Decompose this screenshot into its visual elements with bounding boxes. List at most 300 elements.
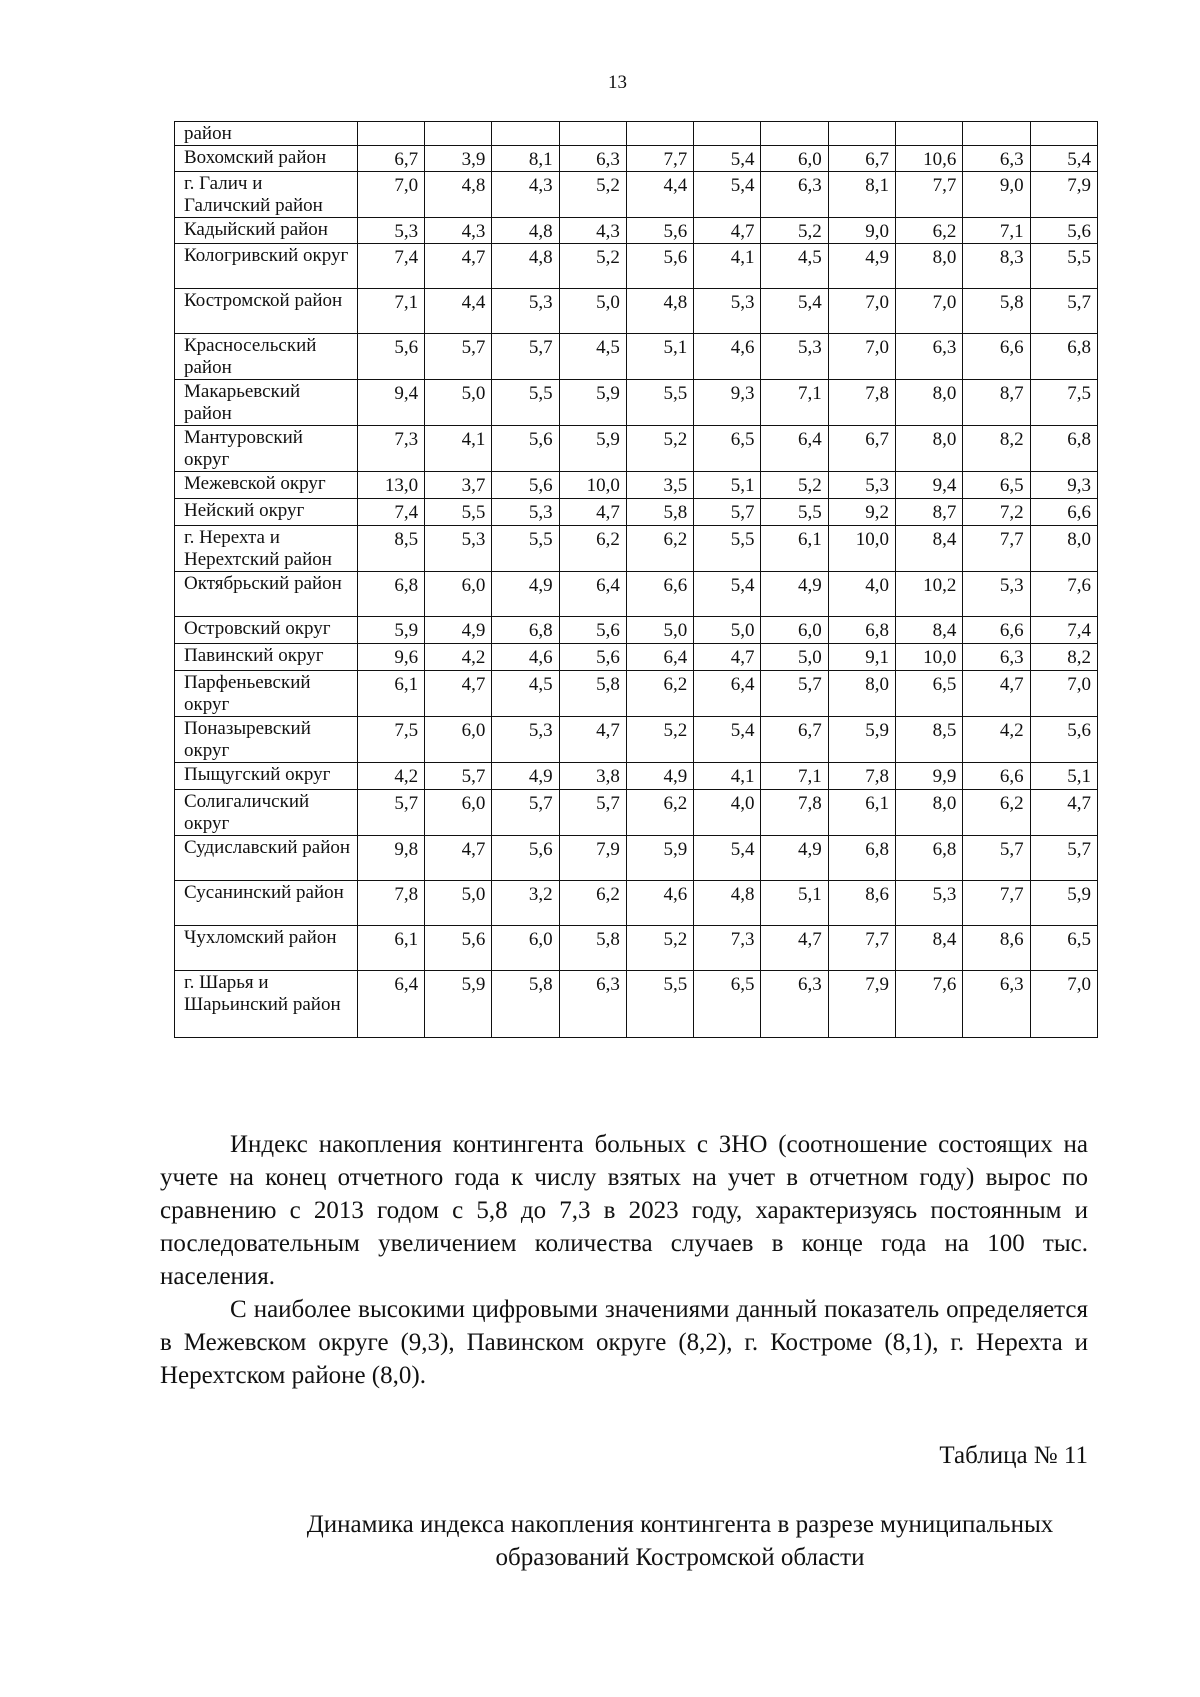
value-cell: 4,5: [492, 671, 559, 717]
value-cell: 5,7: [761, 671, 828, 717]
value-cell: 5,2: [626, 426, 693, 472]
value-cell: 7,0: [828, 289, 895, 334]
value-cell: [828, 122, 895, 146]
value-cell: 5,5: [1030, 244, 1097, 289]
page-number: 13: [608, 72, 627, 93]
value-cell: 6,0: [425, 790, 492, 836]
value-cell: 5,7: [1030, 836, 1097, 881]
value-cell: 8,0: [1030, 526, 1097, 572]
row-name-cell: Чухломский район: [175, 926, 358, 971]
value-cell: 6,2: [963, 790, 1030, 836]
value-cell: 5,9: [425, 971, 492, 1038]
value-cell: 6,3: [761, 971, 828, 1038]
table-row: [175, 526, 1098, 572]
table-row: [175, 289, 1098, 334]
value-cell: 8,7: [963, 380, 1030, 426]
value-cell: 7,0: [828, 334, 895, 380]
table-title-line-1: Динамика индекса накопления контингента в разрезе муниципальных: [306, 1511, 1054, 1538]
value-cell: 4,7: [425, 244, 492, 289]
value-cell: 8,1: [492, 146, 559, 172]
value-cell: 5,6: [1030, 218, 1097, 244]
value-cell: 7,4: [357, 499, 424, 526]
row-name-cell: Солигаличский округ: [175, 790, 358, 836]
value-cell: 6,0: [761, 146, 828, 172]
value-cell: 9,1: [828, 644, 895, 671]
value-cell: 7,6: [1030, 572, 1097, 617]
value-cell: 5,7: [963, 836, 1030, 881]
value-cell: 8,5: [896, 717, 963, 763]
row-name-cell: г. Галич и Галичский район: [175, 172, 358, 218]
value-cell: 4,1: [425, 426, 492, 472]
value-cell: 4,4: [626, 172, 693, 218]
value-cell: 5,5: [626, 971, 693, 1038]
value-cell: 6,6: [963, 763, 1030, 790]
value-cell: 6,1: [357, 671, 424, 717]
value-cell: 8,3: [963, 244, 1030, 289]
table-row: [175, 380, 1098, 426]
value-cell: 10,0: [896, 644, 963, 671]
value-cell: 5,0: [425, 881, 492, 926]
value-cell: 6,3: [559, 971, 626, 1038]
value-cell: 5,5: [425, 499, 492, 526]
value-cell: 4,7: [425, 671, 492, 717]
value-cell: 5,7: [559, 790, 626, 836]
value-cell: 5,5: [694, 526, 761, 572]
value-cell: 5,7: [492, 790, 559, 836]
value-cell: 7,7: [828, 926, 895, 971]
value-cell: 4,7: [425, 836, 492, 881]
value-cell: 5,7: [425, 334, 492, 380]
value-cell: 7,7: [963, 526, 1030, 572]
value-cell: 4,7: [559, 717, 626, 763]
row-name-cell: Макарьевский район: [175, 380, 358, 426]
value-cell: 7,1: [963, 218, 1030, 244]
value-cell: 5,1: [1030, 763, 1097, 790]
value-cell: 5,3: [425, 526, 492, 572]
value-cell: 5,7: [425, 763, 492, 790]
value-cell: 6,8: [896, 836, 963, 881]
table-title-line-2: образований Костромской области: [495, 1544, 865, 1571]
value-cell: 6,0: [761, 617, 828, 644]
value-cell: 5,8: [492, 971, 559, 1038]
value-cell: 5,2: [626, 926, 693, 971]
row-name-cell: Красносельский район: [175, 334, 358, 380]
value-cell: 3,8: [559, 763, 626, 790]
value-cell: 5,7: [492, 334, 559, 380]
value-cell: 6,5: [694, 426, 761, 472]
value-cell: 5,6: [492, 426, 559, 472]
value-cell: 6,6: [963, 617, 1030, 644]
value-cell: 4,9: [492, 763, 559, 790]
value-cell: [357, 122, 424, 146]
value-cell: 6,4: [761, 426, 828, 472]
row-name-cell: Павинский округ: [175, 644, 358, 671]
value-cell: 5,9: [828, 717, 895, 763]
row-name-cell: Мантуровский округ: [175, 426, 358, 472]
value-cell: 8,6: [828, 881, 895, 926]
value-cell: 6,1: [761, 526, 828, 572]
data-table: [174, 121, 1098, 1038]
value-cell: 5,4: [694, 717, 761, 763]
value-cell: 7,9: [559, 836, 626, 881]
value-cell: 10,0: [828, 526, 895, 572]
value-cell: 5,3: [492, 499, 559, 526]
value-cell: 4,3: [559, 218, 626, 244]
value-cell: 7,7: [963, 881, 1030, 926]
table-row: [175, 763, 1098, 790]
value-cell: 9,0: [963, 172, 1030, 218]
value-cell: 5,2: [761, 218, 828, 244]
value-cell: 5,3: [694, 289, 761, 334]
value-cell: 5,4: [694, 172, 761, 218]
value-cell: 4,5: [559, 334, 626, 380]
value-cell: 7,7: [626, 146, 693, 172]
value-cell: [559, 122, 626, 146]
value-cell: 6,4: [626, 644, 693, 671]
value-cell: 4,7: [559, 499, 626, 526]
value-cell: 4,8: [492, 218, 559, 244]
value-cell: 6,7: [357, 146, 424, 172]
row-name-cell: район: [175, 122, 358, 146]
value-cell: 10,2: [896, 572, 963, 617]
value-cell: 8,1: [828, 172, 895, 218]
value-cell: 7,0: [896, 289, 963, 334]
value-cell: 4,9: [761, 836, 828, 881]
value-cell: 7,1: [761, 763, 828, 790]
value-cell: 7,0: [1030, 971, 1097, 1038]
value-cell: 6,2: [559, 526, 626, 572]
table-row: [175, 617, 1098, 644]
value-cell: 7,1: [761, 380, 828, 426]
value-cell: 8,4: [896, 926, 963, 971]
row-name-cell: Пыщугский округ: [175, 763, 358, 790]
value-cell: [694, 122, 761, 146]
value-cell: 5,6: [492, 836, 559, 881]
value-cell: 5,0: [761, 644, 828, 671]
table-row: [175, 244, 1098, 289]
value-cell: 4,9: [761, 572, 828, 617]
value-cell: 5,3: [357, 218, 424, 244]
value-cell: 5,2: [761, 472, 828, 499]
table-row: [175, 671, 1098, 717]
value-cell: 6,2: [896, 218, 963, 244]
value-cell: 8,6: [963, 926, 1030, 971]
value-cell: 6,3: [761, 172, 828, 218]
value-cell: 5,0: [694, 617, 761, 644]
value-cell: 7,0: [357, 172, 424, 218]
paragraph-1: Индекс накопления контингента больных с ЗНО (соотношение состоящих на учете на конец отчетного года к числу взятых на учет в отчетном году) вырос по сравнению с 2013 годом с 5,8 до 7,3 в 2023 году, характеризуясь постоянным и последовательным увеличением количества случаев в конце года на 100 тыс. населения.: [160, 1131, 1088, 1290]
value-cell: 5,9: [626, 836, 693, 881]
value-cell: 5,8: [559, 671, 626, 717]
value-cell: 7,3: [357, 426, 424, 472]
value-cell: 5,8: [626, 499, 693, 526]
value-cell: 5,6: [626, 244, 693, 289]
value-cell: 5,2: [559, 172, 626, 218]
value-cell: 6,0: [425, 572, 492, 617]
value-cell: 6,6: [963, 334, 1030, 380]
value-cell: 4,6: [694, 334, 761, 380]
value-cell: 10,0: [559, 472, 626, 499]
value-cell: 5,4: [694, 572, 761, 617]
value-cell: 5,3: [896, 881, 963, 926]
value-cell: 4,7: [1030, 790, 1097, 836]
value-cell: 6,3: [963, 644, 1030, 671]
value-cell: 6,4: [559, 572, 626, 617]
table-row: [175, 971, 1098, 1038]
value-cell: 5,3: [492, 289, 559, 334]
value-cell: 8,4: [896, 526, 963, 572]
value-cell: 6,7: [828, 146, 895, 172]
value-cell: 3,5: [626, 472, 693, 499]
value-cell: 6,7: [761, 717, 828, 763]
value-cell: 6,5: [694, 971, 761, 1038]
value-cell: 5,3: [963, 572, 1030, 617]
value-cell: [492, 122, 559, 146]
value-cell: 7,2: [963, 499, 1030, 526]
value-cell: 7,5: [1030, 380, 1097, 426]
value-cell: 5,9: [357, 617, 424, 644]
table-row: [175, 146, 1098, 172]
value-cell: 8,0: [896, 380, 963, 426]
row-name-cell: Судиславский район: [175, 836, 358, 881]
value-cell: 6,3: [963, 146, 1030, 172]
row-name-cell: Вохомский район: [175, 146, 358, 172]
value-cell: 5,4: [761, 289, 828, 334]
value-cell: 4,6: [492, 644, 559, 671]
value-cell: 6,0: [492, 926, 559, 971]
value-cell: 7,8: [828, 763, 895, 790]
value-cell: 6,3: [896, 334, 963, 380]
value-cell: 4,7: [694, 218, 761, 244]
value-cell: 4,0: [694, 790, 761, 836]
value-cell: 5,4: [1030, 146, 1097, 172]
value-cell: 5,6: [559, 644, 626, 671]
row-name-cell: г. Шарья и Шарьинский район: [175, 971, 358, 1038]
value-cell: 4,3: [425, 218, 492, 244]
value-cell: 4,3: [492, 172, 559, 218]
value-cell: 4,9: [626, 763, 693, 790]
value-cell: 5,6: [425, 926, 492, 971]
table-row: [175, 172, 1098, 218]
value-cell: 9,3: [1030, 472, 1097, 499]
value-cell: 7,5: [357, 717, 424, 763]
table-row: [175, 426, 1098, 472]
value-cell: 4,1: [694, 763, 761, 790]
value-cell: 5,6: [559, 617, 626, 644]
value-cell: 5,1: [626, 334, 693, 380]
value-cell: 6,8: [1030, 426, 1097, 472]
value-cell: 6,8: [828, 617, 895, 644]
table-row: [175, 472, 1098, 499]
value-cell: 5,5: [761, 499, 828, 526]
value-cell: 5,5: [492, 526, 559, 572]
value-cell: 6,2: [626, 790, 693, 836]
value-cell: 5,6: [1030, 717, 1097, 763]
value-cell: 5,1: [694, 472, 761, 499]
row-name-cell: Октябрьский район: [175, 572, 358, 617]
value-cell: 4,7: [963, 671, 1030, 717]
value-cell: 6,8: [492, 617, 559, 644]
value-cell: 9,0: [828, 218, 895, 244]
table-row: [175, 836, 1098, 881]
value-cell: 9,4: [357, 380, 424, 426]
value-cell: 6,1: [357, 926, 424, 971]
table-row: [175, 499, 1098, 526]
value-cell: 7,4: [357, 244, 424, 289]
table-row: [175, 572, 1098, 617]
value-cell: 7,7: [896, 172, 963, 218]
value-cell: 9,8: [357, 836, 424, 881]
value-cell: 5,3: [761, 334, 828, 380]
value-cell: 6,2: [626, 671, 693, 717]
table-row: [175, 122, 1098, 146]
table-row: [175, 790, 1098, 836]
value-cell: 6,1: [828, 790, 895, 836]
value-cell: 6,6: [626, 572, 693, 617]
value-cell: 4,9: [425, 617, 492, 644]
value-cell: 3,2: [492, 881, 559, 926]
value-cell: [963, 122, 1030, 146]
value-cell: 7,8: [828, 380, 895, 426]
row-name-cell: Костромской район: [175, 289, 358, 334]
value-cell: 5,7: [694, 499, 761, 526]
value-cell: 7,3: [694, 926, 761, 971]
value-cell: 6,3: [963, 971, 1030, 1038]
value-cell: 5,6: [357, 334, 424, 380]
row-name-cell: Островский округ: [175, 617, 358, 644]
row-name-cell: Межевской округ: [175, 472, 358, 499]
value-cell: 7,4: [1030, 617, 1097, 644]
value-cell: 8,2: [1030, 644, 1097, 671]
value-cell: 5,2: [559, 244, 626, 289]
value-cell: 4,4: [425, 289, 492, 334]
value-cell: 5,5: [492, 380, 559, 426]
value-cell: 4,7: [694, 644, 761, 671]
value-cell: 3,7: [425, 472, 492, 499]
value-cell: 7,8: [357, 881, 424, 926]
value-cell: 5,6: [626, 218, 693, 244]
value-cell: 9,3: [694, 380, 761, 426]
value-cell: 6,8: [1030, 334, 1097, 380]
value-cell: 6,2: [626, 526, 693, 572]
table-row: [175, 717, 1098, 763]
value-cell: 5,7: [1030, 289, 1097, 334]
value-cell: 4,7: [761, 926, 828, 971]
value-cell: 4,9: [492, 572, 559, 617]
value-cell: 4,5: [761, 244, 828, 289]
value-cell: 6,2: [559, 881, 626, 926]
table-row: [175, 926, 1098, 971]
value-cell: 5,8: [963, 289, 1030, 334]
value-cell: 9,2: [828, 499, 895, 526]
value-cell: 9,4: [896, 472, 963, 499]
value-cell: 8,0: [896, 244, 963, 289]
value-cell: 8,0: [896, 426, 963, 472]
value-cell: 5,4: [694, 146, 761, 172]
value-cell: 4,1: [694, 244, 761, 289]
value-cell: [761, 122, 828, 146]
value-cell: [896, 122, 963, 146]
value-cell: 7,1: [357, 289, 424, 334]
value-cell: 6,5: [1030, 926, 1097, 971]
value-cell: 8,5: [357, 526, 424, 572]
value-cell: 5,8: [559, 926, 626, 971]
value-cell: 5,0: [626, 617, 693, 644]
value-cell: 8,0: [828, 671, 895, 717]
value-cell: 4,2: [963, 717, 1030, 763]
value-cell: 4,8: [626, 289, 693, 334]
value-cell: 7,9: [1030, 172, 1097, 218]
value-cell: 5,5: [626, 380, 693, 426]
value-cell: 9,9: [896, 763, 963, 790]
value-cell: [1030, 122, 1097, 146]
value-cell: 5,1: [761, 881, 828, 926]
value-cell: 6,3: [559, 146, 626, 172]
row-name-cell: Кологривский округ: [175, 244, 358, 289]
value-cell: 4,8: [492, 244, 559, 289]
value-cell: 8,4: [896, 617, 963, 644]
value-cell: 8,7: [896, 499, 963, 526]
value-cell: 5,0: [425, 380, 492, 426]
value-cell: 5,9: [559, 380, 626, 426]
value-cell: 8,0: [896, 790, 963, 836]
value-cell: [626, 122, 693, 146]
value-cell: 3,9: [425, 146, 492, 172]
value-cell: 8,2: [963, 426, 1030, 472]
value-cell: 6,8: [828, 836, 895, 881]
paragraph-2: С наиболее высокими цифровыми значениями данный показатель определяется в Межевском округе (9,3), Павинском округе (8,2), г. Костроме (8,1), г. Нерехта и Нерехтском районе (8,0).: [160, 1296, 1088, 1389]
value-cell: 4,6: [626, 881, 693, 926]
table-row: [175, 218, 1098, 244]
value-cell: 4,8: [694, 881, 761, 926]
value-cell: 5,9: [1030, 881, 1097, 926]
value-cell: 6,6: [1030, 499, 1097, 526]
value-cell: 5,7: [357, 790, 424, 836]
value-cell: 5,9: [559, 426, 626, 472]
value-cell: 4,0: [828, 572, 895, 617]
value-cell: 4,9: [828, 244, 895, 289]
value-cell: 13,0: [357, 472, 424, 499]
value-cell: 10,6: [896, 146, 963, 172]
value-cell: 4,8: [425, 172, 492, 218]
row-name-cell: Поназыревский округ: [175, 717, 358, 763]
value-cell: 6,5: [963, 472, 1030, 499]
value-cell: 5,3: [492, 717, 559, 763]
value-cell: 5,4: [694, 836, 761, 881]
table-row: [175, 334, 1098, 380]
value-cell: 6,4: [357, 971, 424, 1038]
value-cell: 4,2: [425, 644, 492, 671]
table-title: [160, 1508, 1200, 1574]
value-cell: 4,2: [357, 763, 424, 790]
value-cell: 6,7: [828, 426, 895, 472]
row-name-cell: Нейский округ: [175, 499, 358, 526]
table-row: [175, 644, 1098, 671]
value-cell: 7,9: [828, 971, 895, 1038]
row-name-cell: г. Нерехта и Нерехтский район: [175, 526, 358, 572]
value-cell: 9,6: [357, 644, 424, 671]
value-cell: 5,6: [492, 472, 559, 499]
table-caption: Таблица № 11: [939, 1442, 1088, 1469]
value-cell: 5,2: [626, 717, 693, 763]
row-name-cell: Сусанинский район: [175, 881, 358, 926]
value-cell: 7,0: [1030, 671, 1097, 717]
value-cell: 6,0: [425, 717, 492, 763]
value-cell: 5,3: [828, 472, 895, 499]
row-name-cell: Кадыйский район: [175, 218, 358, 244]
row-name-cell: Парфеньевский округ: [175, 671, 358, 717]
table-row: [175, 881, 1098, 926]
